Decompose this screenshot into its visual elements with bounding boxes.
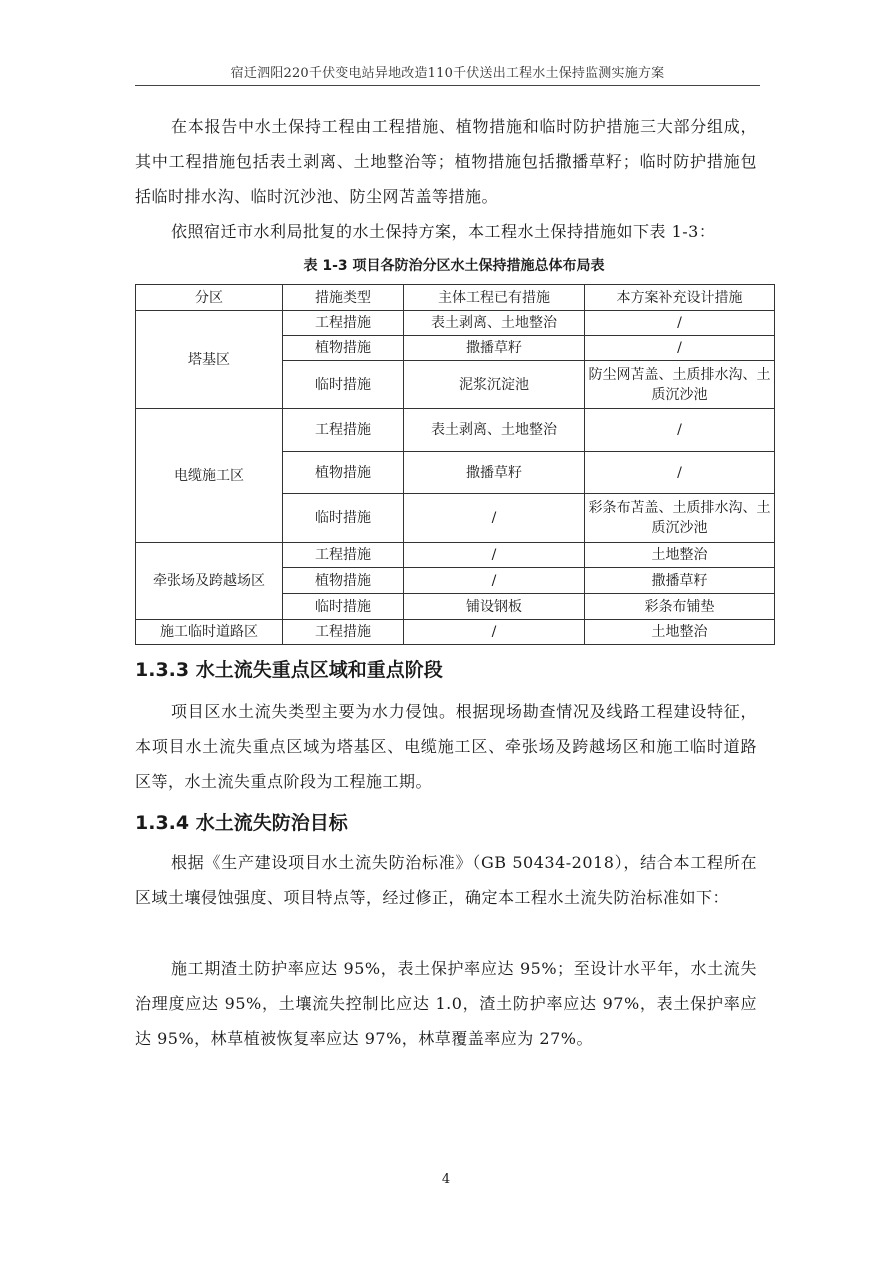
table-header-row <box>136 285 775 311</box>
measure-type-cell: 工程措施 <box>283 620 404 645</box>
supplementary-measure-cell: 土地整治 <box>585 620 775 645</box>
zone-cell: 电缆施工区 <box>136 409 283 543</box>
body-paragraph: 施工期渣土防护率应达 95%，表土保护率应达 95%；至设计水平年，水土流失治理度应达 95%，土壤流失控制比应达 1.0，渣土防护率应达 97%，表土保护率应达 95%，林草植被恢复率应达 97%，林草覆盖率应为 27%。 <box>135 959 757 1048</box>
supplementary-measure-cell: 土地整治 <box>585 543 775 568</box>
supplementary-measure-cell: 防尘网苫盖、土质排水沟、土质沉沙池 <box>585 361 775 409</box>
page-number: 4 <box>441 1172 451 1187</box>
page-header: 宿迁泗阳220千伏变电站异地改造110千伏送出工程水土保持监测实施方案 <box>135 62 760 86</box>
column-header: 分区 <box>136 285 283 311</box>
table-row <box>136 311 775 336</box>
measures-table <box>135 284 775 645</box>
measure-type-cell: 临时措施 <box>283 594 404 620</box>
section-heading: 1.3.3 水土流失重点区域和重点阶段 <box>135 659 443 681</box>
supplementary-measure-cell: / <box>585 311 775 336</box>
measure-type-cell: 工程措施 <box>283 543 404 568</box>
supplementary-measure-cell: / <box>585 409 775 452</box>
existing-measure-cell: 表土剥离、土地整治 <box>404 311 585 336</box>
column-header: 本方案补充设计措施 <box>585 285 775 311</box>
supplementary-measure-cell: 撒播草籽 <box>585 568 775 594</box>
measure-type-cell: 临时措施 <box>283 494 404 543</box>
body-paragraph: 根据《生产建设项目水土流失防治标准》（GB 50434-2018），结合本工程所在区域土壤侵蚀强度、项目特点等，经过修正，确定本工程水土流失防治标准如下： <box>135 853 757 907</box>
existing-measure-cell: 表土剥离、土地整治 <box>404 409 585 452</box>
zone-cell: 塔基区 <box>136 311 283 409</box>
zone-cell: 施工临时道路区 <box>136 620 283 645</box>
measure-type-cell: 工程措施 <box>283 409 404 452</box>
existing-measure-cell: / <box>404 494 585 543</box>
existing-measure-cell: 撒播草籽 <box>404 336 585 361</box>
measure-type-cell: 植物措施 <box>283 452 404 494</box>
body-paragraph: 项目区水土流失类型主要为水力侵蚀。根据现场勘查情况及线路工程建设特征，本项目水土流失重点区域为塔基区、电缆施工区、牵张场及跨越场区和施工临时道路区等，水土流失重点阶段为工程施工期。 <box>135 702 757 791</box>
column-header: 措施类型 <box>283 285 404 311</box>
table-caption: 表 1-3 项目各防治分区水土保持措施总体布局表 <box>303 258 605 274</box>
table-row <box>136 543 775 568</box>
supplementary-measure-cell: / <box>585 452 775 494</box>
existing-measure-cell: 铺设钢板 <box>404 594 585 620</box>
zone-cell: 牵张场及跨越场区 <box>136 543 283 620</box>
measure-type-cell: 临时措施 <box>283 361 404 409</box>
existing-measure-cell: 泥浆沉淀池 <box>404 361 585 409</box>
body-paragraph: 在本报告中水土保持工程由工程措施、植物措施和临时防护措施三大部分组成，其中工程措施包括表土剥离、土地整治等；植物措施包括撒播草籽；临时防护措施包括临时排水沟、临时沉沙池、防尘网苫盖等措施。 <box>135 117 757 206</box>
existing-measure-cell: / <box>404 543 585 568</box>
supplementary-measure-cell: / <box>585 336 775 361</box>
section-heading: 1.3.4 水土流失防治目标 <box>135 812 348 834</box>
table-row <box>136 620 775 645</box>
existing-measure-cell: / <box>404 620 585 645</box>
measure-type-cell: 植物措施 <box>283 568 404 594</box>
measure-type-cell: 植物措施 <box>283 336 404 361</box>
measure-type-cell: 工程措施 <box>283 311 404 336</box>
table-row <box>136 409 775 452</box>
existing-measure-cell: 撒播草籽 <box>404 452 585 494</box>
existing-measure-cell: / <box>404 568 585 594</box>
column-header: 主体工程已有措施 <box>404 285 585 311</box>
supplementary-measure-cell: 彩条布铺垫 <box>585 594 775 620</box>
body-paragraph: 依照宿迁市水利局批复的水土保持方案，本工程水土保持措施如下表 1-3： <box>171 222 716 241</box>
supplementary-measure-cell: 彩条布苫盖、土质排水沟、土质沉沙池 <box>585 494 775 543</box>
